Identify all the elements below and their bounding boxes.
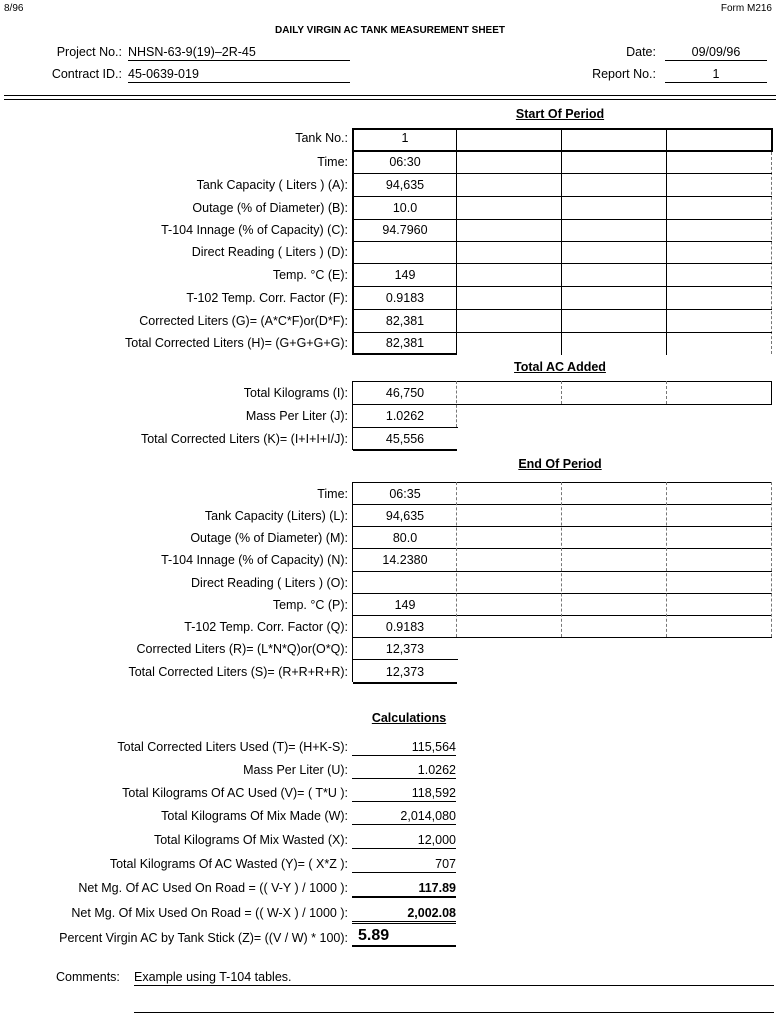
end-outage-label: Outage (% of Diameter) (M): xyxy=(190,531,348,545)
calc-liters-used-value[interactable]: 115,564 xyxy=(352,740,456,756)
calc-mix-wasted-value[interactable]: 12,000 xyxy=(352,833,456,849)
start-total-label: Total Corrected Liters (H)= (G+G+G+G): xyxy=(125,336,348,350)
end-innage-value[interactable]: 14.2380 xyxy=(382,553,428,567)
innage-value[interactable]: 94.7960 xyxy=(382,223,428,237)
calc-mix-made-value[interactable]: 2,014,080 xyxy=(352,809,456,825)
date-label: Date: xyxy=(626,45,656,59)
calc-ac-wasted-label: Total Kilograms Of AC Wasted (Y)= ( X*Z ): xyxy=(109,857,348,871)
date-field[interactable]: 09/09/96 xyxy=(665,45,767,61)
calc-net-mix-label: Net Mg. Of Mix Used On Road = (( W-X ) / 1000 ): xyxy=(71,906,348,920)
end-direct-reading-label: Direct Reading ( Liters ) (O): xyxy=(191,576,348,590)
end-tank-capacity-label: Tank Capacity (Liters) (L): xyxy=(204,509,348,523)
divider-rule xyxy=(4,95,776,96)
contract-id-field[interactable]: 45-0639-019 xyxy=(128,67,350,83)
end-time-value[interactable]: 06:35 xyxy=(389,487,421,501)
temp-label: Temp. °C (E): xyxy=(272,268,348,282)
form-id: Form M216 xyxy=(720,3,772,14)
temp-value[interactable]: 149 xyxy=(394,268,416,282)
end-period-heading: End Of Period xyxy=(518,457,602,471)
percent-virgin-ac-value[interactable]: 5.89 xyxy=(352,927,456,947)
end-temp-label: Temp. °C (P): xyxy=(272,598,348,612)
end-corrected-liters-value[interactable]: 12,373 xyxy=(385,642,425,656)
calc-mix-made-label: Total Kilograms Of Mix Made (W): xyxy=(161,809,348,823)
tank-no-value[interactable]: 1 xyxy=(401,131,409,145)
start-period-heading: Start Of Period xyxy=(515,107,605,121)
total-kilograms-value[interactable]: 46,750 xyxy=(385,386,425,400)
calc-ac-used-label: Total Kilograms Of AC Used (V)= ( T*U ): xyxy=(122,786,348,800)
outage-value[interactable]: 10.0 xyxy=(392,201,418,215)
end-time-label: Time: xyxy=(317,487,348,501)
project-label: Project No.: xyxy=(56,45,122,59)
report-label: Report No.: xyxy=(592,67,656,81)
calc-mass-per-liter-label: Mass Per Liter (U): xyxy=(243,763,348,777)
calc-net-ac-value[interactable]: 117.89 xyxy=(352,881,456,898)
start-time-label: Time: xyxy=(317,155,348,169)
corrected-liters-value[interactable]: 82,381 xyxy=(385,314,425,328)
tank-capacity-label: Tank Capacity ( Liters ) (A): xyxy=(196,178,348,192)
contract-label: Contract ID.: xyxy=(51,67,122,81)
end-outage-value[interactable]: 80.0 xyxy=(392,531,418,545)
form-date-code: 8/96 xyxy=(4,3,24,14)
mass-per-liter-label: Mass Per Liter (J): xyxy=(245,409,348,423)
start-time-value[interactable]: 06:30 xyxy=(389,155,421,169)
mass-per-liter-value[interactable]: 1.0262 xyxy=(385,409,425,423)
calc-ac-wasted-value[interactable]: 707 xyxy=(352,857,456,873)
ac-added-heading: Total AC Added xyxy=(514,360,606,374)
calc-ac-used-value[interactable]: 118,592 xyxy=(352,786,456,802)
end-total-value[interactable]: 12,373 xyxy=(385,665,425,679)
corrected-liters-label: Corrected Liters (G)= (A*C*F)or(D*F): xyxy=(139,314,348,328)
percent-virgin-ac-label: Percent Virgin AC by Tank Stick (Z)= ((V / W) * 100): xyxy=(59,931,348,945)
divider-rule xyxy=(4,99,776,100)
direct-reading-label: Direct Reading ( Liters ) (D): xyxy=(191,245,348,259)
comments-extra-line xyxy=(134,1012,774,1013)
calculations-heading: Calculations xyxy=(371,711,447,725)
outage-label: Outage (% of Diameter) (B): xyxy=(192,201,348,215)
comments-field[interactable]: Example using T-104 tables. xyxy=(134,970,774,986)
end-tank-capacity-value[interactable]: 94,635 xyxy=(385,509,425,523)
calc-liters-used-label: Total Corrected Liters Used (T)= (H+K-S): xyxy=(117,740,348,754)
end-corr-factor-label: T-102 Temp. Corr. Factor (Q): xyxy=(184,620,348,634)
project-number-field[interactable]: NHSN-63-9(19)–2R-45 xyxy=(128,45,350,61)
corr-factor-value[interactable]: 0.9183 xyxy=(385,291,425,305)
end-innage-label: T-104 Innage (% of Capacity) (N): xyxy=(161,553,348,567)
end-temp-value[interactable]: 149 xyxy=(394,598,416,612)
end-total-label: Total Corrected Liters (S)= (R+R+R+R): xyxy=(128,665,348,679)
end-corrected-liters-label: Corrected Liters (R)= (L*N*Q)or(O*Q): xyxy=(136,642,348,656)
page-title: DAILY VIRGIN AC TANK MEASUREMENT SHEET xyxy=(274,25,506,36)
calc-mass-per-liter-value[interactable]: 1.0262 xyxy=(352,763,456,779)
report-number-field[interactable]: 1 xyxy=(665,67,767,83)
ac-added-total-value[interactable]: 45,556 xyxy=(385,432,425,446)
calc-net-ac-label: Net Mg. Of AC Used On Road = (( V-Y ) / 1000 ): xyxy=(78,881,348,895)
start-total-value[interactable]: 82,381 xyxy=(385,336,425,350)
comments-label: Comments: xyxy=(56,970,120,984)
ac-added-total-label: Total Corrected Liters (K)= (I+I+I+I/J): xyxy=(140,432,348,446)
calc-mix-wasted-label: Total Kilograms Of Mix Wasted (X): xyxy=(153,833,348,847)
tank-no-label: Tank No.: xyxy=(295,131,348,145)
innage-label: T-104 Innage (% of Capacity) (C): xyxy=(161,223,348,237)
total-kilograms-label: Total Kilograms (I): xyxy=(243,386,348,400)
corr-factor-label: T-102 Temp. Corr. Factor (F): xyxy=(186,291,348,305)
tank-capacity-value[interactable]: 94,635 xyxy=(385,178,425,192)
calc-net-mix-value[interactable]: 2,002.08 xyxy=(352,906,456,924)
end-corr-factor-value[interactable]: 0.9183 xyxy=(385,620,425,634)
